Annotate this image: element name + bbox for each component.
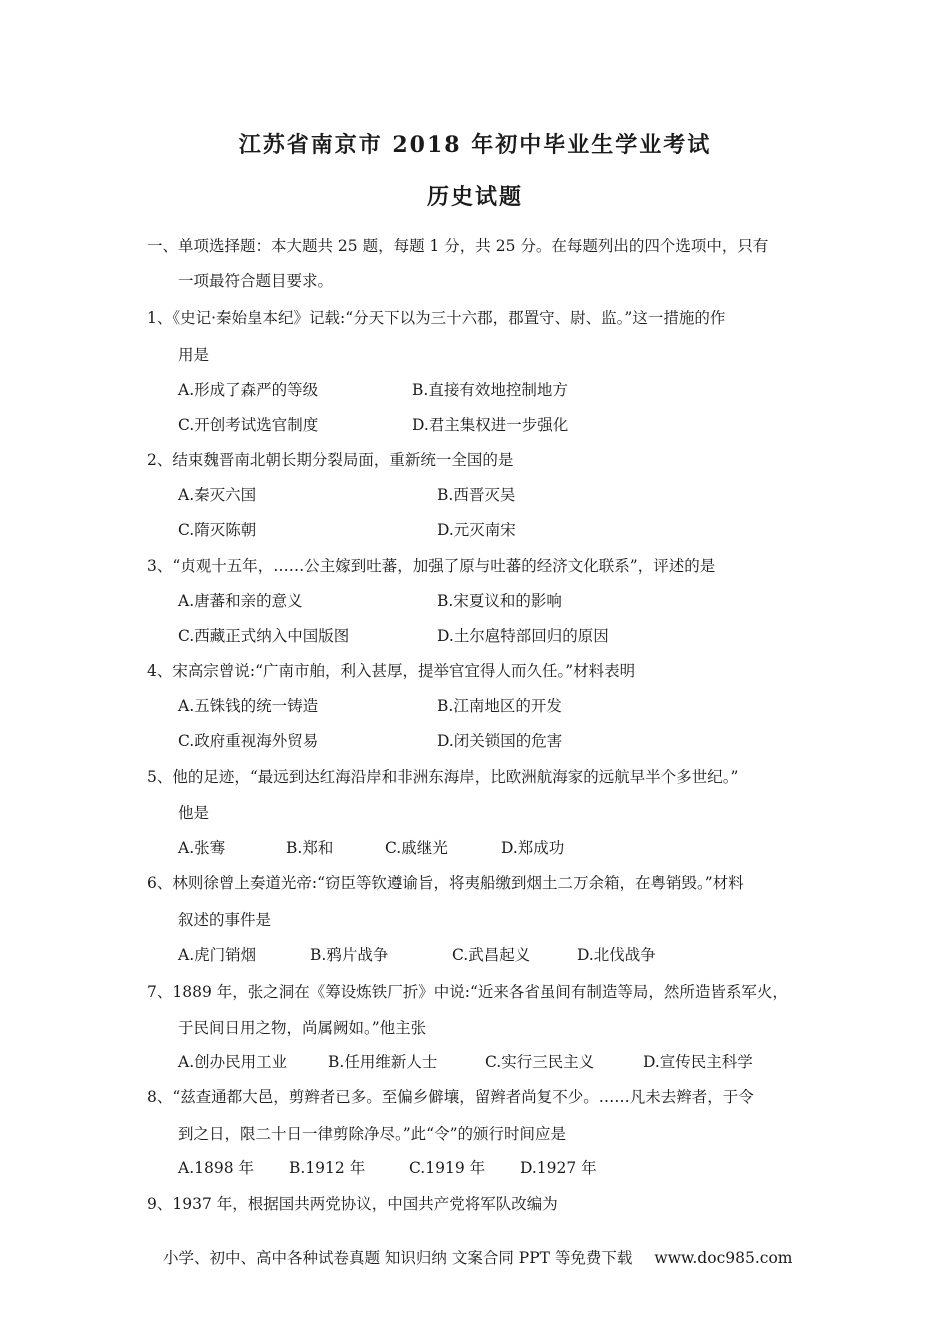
question-8-stem: 8、“兹查通都大邑，剪辫者已多。至偏乡僻壤，留辫者尚复不少。……凡未去辫者，于令 [147, 1088, 754, 1106]
question-7-option-b: B.任用维新人士 [328, 1053, 438, 1071]
question-4-option-a: A.五铢钱的统一铸造 [178, 697, 319, 715]
question-6-option-a: A.虎门销烟 [178, 946, 257, 964]
question-8-stem-cont: 到之日，限二十日一律剪除净尽。”此“令”的颁行时间应是 [178, 1125, 567, 1143]
question-4-option-d: D.闭关锁国的危害 [437, 732, 563, 750]
question-1-option-a: A.形成了森严的等级 [178, 381, 319, 399]
question-6-option-d: D.北伐战争 [577, 946, 656, 964]
question-4-stem: 4、宋高宗曾说:“广南市舶，利入甚厚，提举官宜得人而久任。”材料表明 [147, 662, 636, 680]
question-9-stem: 9、1937 年，根据国共两党协议，中国共产党将军队改编为 [147, 1195, 558, 1213]
question-2-option-a: A.秦灭六国 [178, 486, 257, 504]
question-7-option-c: C.实行三民主义 [485, 1053, 595, 1071]
question-1-option-d: D.君主集权进一步强化 [412, 416, 569, 434]
question-3-stem: 3、“贞观十五年，……公主嫁到吐蕃，加强了原与吐蕃的经济文化联系”，评述的是 [147, 557, 716, 575]
question-5-stem: 5、他的足迹，“最远到达红海沿岸和非洲东海岸，比欧洲航海家的远航早半个多世纪。” [147, 768, 739, 786]
footer-text: 小学、初中、高中各种试卷真题 知识归纳 文案合同 PPT 等免费下载 [163, 1249, 633, 1267]
question-8-option-d: D.1927 年 [520, 1159, 597, 1177]
question-1-stem-cont: 用是 [178, 346, 210, 364]
question-5-option-d: D.郑成功 [501, 839, 565, 857]
section-instruction: 一、单项选择题：本大题共 25 题，每题 1 分，共 25 分。在每题列出的四个选项中，只有 [147, 237, 769, 255]
question-8-option-b: B.1912 年 [289, 1159, 366, 1177]
question-6-stem: 6、林则徐曾上奏道光帝:“窃臣等钦遵谕旨，将夷船缴到烟土二万余箱，在粤销毁。”材料 [147, 874, 744, 892]
page-title: 江苏省南京市 2018 年初中毕业生学业考试 [238, 132, 712, 158]
question-5-option-c: C.戚继光 [385, 839, 448, 857]
question-4-option-c: C.政府重视海外贸易 [178, 732, 319, 750]
question-7-stem: 7、1889 年，张之洞在《筹设炼铁厂折》中说:“近来各省虽间有制造等局，然所造皆系军火， [147, 983, 788, 1001]
question-4-option-b: B.江南地区的开发 [437, 697, 562, 715]
question-2-option-d: D.元灭南宋 [437, 521, 516, 539]
question-1-stem: 1、《史记·秦始皇本纪》记载:“分天下以为三十六郡，郡置守、尉、监。”这一措施的作 [147, 309, 726, 327]
footer [163, 1246, 792, 1268]
question-5-option-a: A.张骞 [178, 839, 226, 857]
footer-url[interactable]: www.doc985.com [654, 1249, 793, 1267]
question-1-option-b: B.直接有效地控制地方 [412, 381, 568, 399]
question-5-stem-cont: 他是 [178, 804, 210, 822]
question-6-option-c: C.武昌起义 [452, 946, 531, 964]
question-8-option-c: C.1919 年 [409, 1159, 486, 1177]
page-subtitle: 历史试题 [426, 184, 523, 210]
section-instruction-cont: 一项最符合题目要求。 [178, 272, 334, 290]
question-2-option-b: B.西晋灭吴 [437, 486, 516, 504]
question-6-stem-cont: 叙述的事件是 [178, 911, 272, 929]
question-7-option-a: A.创办民用工业 [178, 1053, 288, 1071]
question-5-option-b: B.郑和 [286, 839, 334, 857]
question-3-option-b: B.宋夏议和的影响 [437, 592, 562, 610]
question-2-option-c: C.隋灭陈朝 [178, 521, 257, 539]
question-7-option-d: D.宣传民主科学 [643, 1053, 753, 1071]
question-1-option-c: C.开创考试选官制度 [178, 416, 319, 434]
question-8-option-a: A.1898 年 [178, 1159, 254, 1177]
question-3-option-c: C.西藏正式纳入中国版图 [178, 627, 350, 645]
question-3-option-d: D.土尔扈特部回归的原因 [437, 627, 609, 645]
question-2-stem: 2、结束魏晋南北朝长期分裂局面，重新统一全国的是 [147, 451, 514, 469]
question-6-option-b: B.鸦片战争 [310, 946, 389, 964]
question-7-stem-cont: 于民间日用之物，尚属阙如。”他主张 [178, 1019, 427, 1037]
question-3-option-a: A.唐蕃和亲的意义 [178, 592, 303, 610]
